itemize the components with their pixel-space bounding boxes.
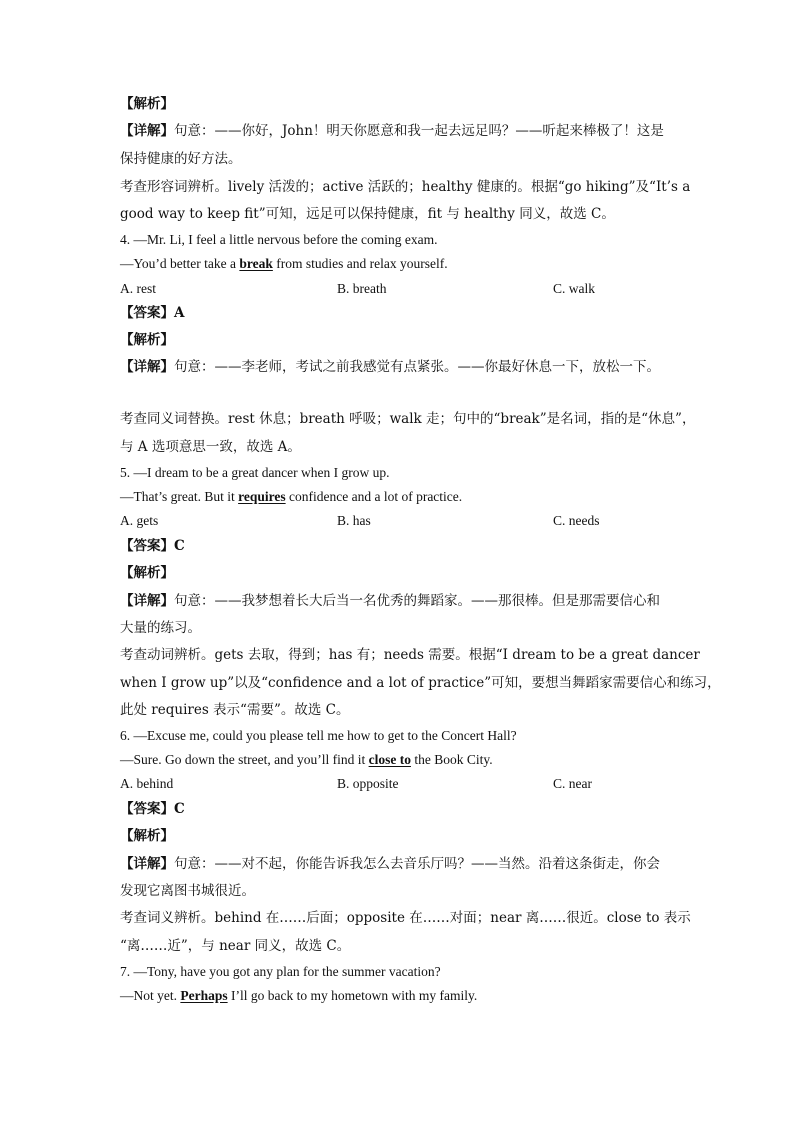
explanation-line: 考查动词辨析。gets 去取，得到；has 有；needs 需要。根据“I dream to be a great dancer xyxy=(120,647,700,663)
option-a: A. gets xyxy=(120,513,159,528)
option-b: B. opposite xyxy=(337,776,399,791)
detail-line: 保持健康的好方法。 xyxy=(120,151,242,167)
question-6-line-1: 6. —Excuse me, could you please tell me how to get to the Concert Hall? xyxy=(120,728,517,743)
option-b: B. has xyxy=(337,513,371,528)
answer-label: 【答案】A xyxy=(120,305,185,321)
detail-line: 【详解】句意：——你好，John！明天你愿意和我一起去远足吗？——听起来棒极了！这是 xyxy=(120,123,664,139)
detail-label: 【详解】 xyxy=(120,593,174,609)
explanation-line: when I grow up”以及“confidence and a lot of practice”可知，要想当舞蹈家需要信心和练习， xyxy=(120,675,721,691)
analysis-label: 【解析】 xyxy=(120,332,174,348)
key-word: Perhaps xyxy=(180,988,228,1003)
question-4-line-1: 4. —Mr. Li, I feel a little nervous before the coming exam. xyxy=(120,232,438,247)
detail-line: 【详解】句意：——我梦想着长大后当一名优秀的舞蹈家。——那很棒。但是那需要信心和 xyxy=(120,593,660,609)
option-c: C. needs xyxy=(553,513,600,528)
detail-line: 发现它离图书城很近。 xyxy=(120,883,255,899)
explanation-line: 此处 requires 表示“需要”。故选 C。 xyxy=(120,702,350,718)
question-6-line-2: —Sure. Go down the street, and you’ll find it close to the Book City. xyxy=(120,752,493,767)
key-word: close to xyxy=(368,752,411,767)
key-word: break xyxy=(239,256,273,271)
question-7-line-1: 7. —Tony, have you got any plan for the summer vacation? xyxy=(120,964,441,979)
option-a: A. behind xyxy=(120,776,174,791)
explanation-line: “离……近”，与 near 同义，故选 C。 xyxy=(120,938,351,954)
explanation-line: 考查同义词替换。rest 休息；breath 呼吸；walk 走；句中的“break”是名词，指的是“休息”， xyxy=(120,411,696,427)
analysis-label: 【解析】 xyxy=(120,828,174,844)
detail-label: 【详解】 xyxy=(120,359,174,375)
analysis-label: 【解析】 xyxy=(120,565,174,581)
question-5-line-1: 5. —I dream to be a great dancer when I grow up. xyxy=(120,465,390,480)
option-c: C. near xyxy=(553,776,592,791)
question-5-line-2: —That’s great. But it requires confidence and a lot of practice. xyxy=(120,489,463,504)
detail-label: 【详解】 xyxy=(120,123,174,139)
option-a: A. rest xyxy=(120,281,156,296)
detail-line: 【详解】句意：——对不起，你能告诉我怎么去音乐厅吗？——当然。沿着这条街走，你会 xyxy=(120,856,660,872)
detail-line: 大量的练习。 xyxy=(120,620,201,636)
question-7-line-2: —Not yet. Perhaps I’ll go back to my hometown with my family. xyxy=(120,988,478,1003)
explanation-line: 考查形容词辨析。lively 活泼的；active 活跃的；healthy 健康的。根据“go hiking”及“It’s a xyxy=(120,179,691,195)
explanation-line: 与 A 选项意思一致，故选 A。 xyxy=(120,439,301,455)
option-b: B. breath xyxy=(337,281,387,296)
key-word: requires xyxy=(238,489,286,504)
analysis-label: 【解析】 xyxy=(120,96,174,112)
answer-label: 【答案】C xyxy=(120,538,185,554)
option-c: C. walk xyxy=(553,281,595,296)
explanation-line: good way to keep fit”可知，远足可以保持健康，fit 与 healthy 同义，故选 C。 xyxy=(120,206,615,222)
detail-label: 【详解】 xyxy=(120,856,174,872)
detail-line: 【详解】句意：——李老师，考试之前我感觉有点紧张。——你最好休息一下，放松一下。 xyxy=(120,359,660,375)
question-4-line-2: —You’d better take a break from studies and relax yourself. xyxy=(120,256,448,271)
explanation-line: 考查词义辨析。behind 在……后面；opposite 在……对面；near 离……很近。close to 表示 xyxy=(120,910,691,926)
answer-label: 【答案】C xyxy=(120,801,185,817)
